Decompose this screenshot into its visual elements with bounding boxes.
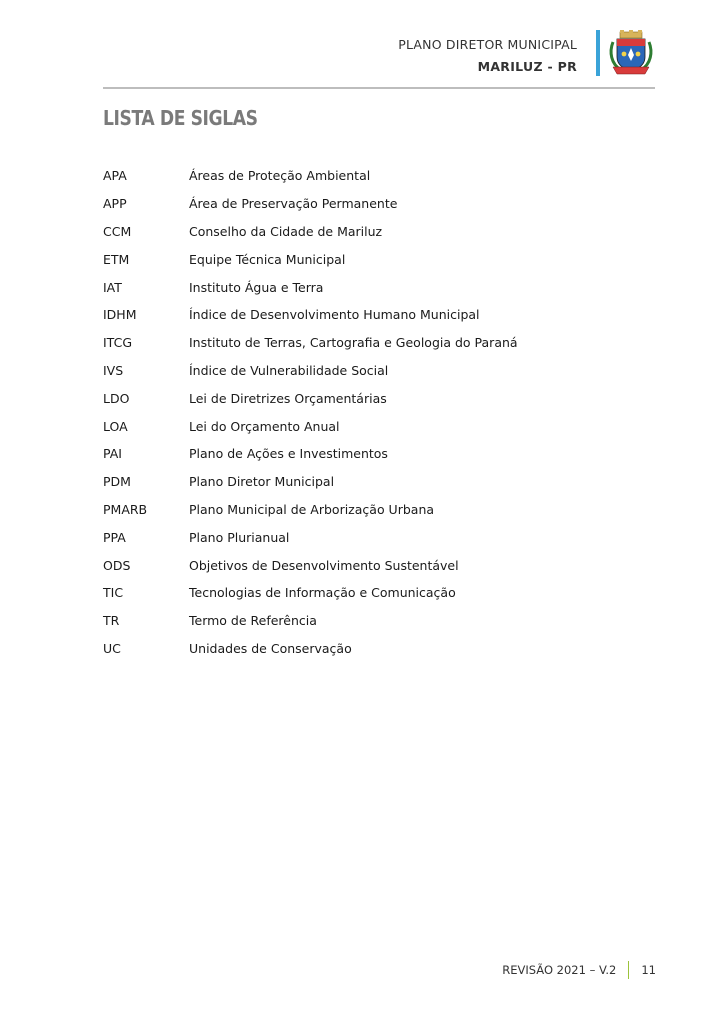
acronym-description: Equipe Técnica Municipal: [189, 251, 346, 267]
acronym: ODS: [103, 557, 131, 573]
page-title: LISTA DE SIGLAS: [103, 106, 258, 130]
page-number: 11: [641, 963, 656, 977]
acronym-description: Tecnologias de Informação e Comunicação: [189, 585, 456, 601]
list-item: [103, 273, 623, 301]
acronym: IAT: [103, 279, 122, 295]
header-divider: [103, 87, 655, 89]
footer-separator: [628, 961, 629, 979]
acronym-description: Plano de Ações e Investimentos: [189, 446, 388, 462]
header-accent-bar: [596, 30, 600, 76]
acronym-description: Índice de Vulnerabilidade Social: [189, 362, 389, 378]
acronym-description: Objetivos de Desenvolvimento Sustentável: [189, 557, 459, 573]
acronym: LOA: [103, 418, 128, 434]
list-item: [103, 579, 623, 607]
acronym: APA: [103, 168, 127, 184]
acronym-description: Unidades de Conservação: [189, 640, 352, 656]
acronym: ITCG: [103, 335, 133, 351]
list-item: [103, 384, 623, 412]
list-item: [103, 162, 623, 190]
header-subtitle: MARILUZ - PR: [477, 59, 577, 74]
list-item: [103, 523, 623, 551]
acronym-description: Áreas de Proteção Ambiental: [189, 168, 371, 184]
acronym-description: Termo de Referência: [189, 613, 317, 629]
list-item: [103, 607, 623, 635]
document-header: [398, 36, 577, 75]
acronym: TR: [103, 613, 120, 629]
list-item: [103, 468, 623, 496]
acronym-description: Instituto de Terras, Cartografia e Geologia do Paraná: [189, 335, 518, 351]
acronym-description: Instituto Água e Terra: [189, 279, 324, 295]
acronym: PDM: [103, 474, 131, 490]
list-item: [103, 440, 623, 468]
list-item: [103, 496, 623, 524]
page-footer: [502, 961, 656, 979]
acronym: LDO: [103, 390, 130, 406]
acronym-description: Plano Plurianual: [189, 529, 290, 545]
list-item: [103, 412, 623, 440]
acronym-description: Conselho da Cidade de Mariluz: [189, 223, 383, 239]
list-item: [103, 190, 623, 218]
list-item: [103, 357, 623, 385]
list-item: [103, 245, 623, 273]
acronym: UC: [103, 640, 121, 656]
list-item: [103, 329, 623, 357]
acronym: IDHM: [103, 307, 137, 323]
list-item: [103, 635, 623, 663]
acronym-description: Área de Preservação Permanente: [189, 196, 398, 212]
acronym-description: Lei do Orçamento Anual: [189, 418, 340, 434]
acronym: PPA: [103, 529, 126, 545]
acronym: PAI: [103, 446, 122, 462]
list-item: [103, 551, 623, 579]
acronym: IVS: [103, 362, 124, 378]
municipal-coat-of-arms-icon: [607, 30, 655, 76]
acronym: TIC: [103, 585, 124, 601]
acronym: ETM: [103, 251, 130, 267]
acronym-description: Lei de Diretrizes Orçamentárias: [189, 390, 387, 406]
acronym-description: Índice de Desenvolvimento Humano Municipal: [189, 307, 480, 323]
revision-label: REVISÃO 2021 – V.2: [502, 963, 617, 977]
list-item: [103, 218, 623, 246]
acronym: CCM: [103, 223, 132, 239]
header-title: PLANO DIRETOR MUNICIPAL: [398, 37, 577, 52]
acronym-description: Plano Diretor Municipal: [189, 474, 335, 490]
list-item: [103, 301, 623, 329]
acronym: APP: [103, 196, 127, 212]
acronym: PMARB: [103, 501, 148, 517]
acronym-description: Plano Municipal de Arborização Urbana: [189, 501, 435, 517]
acronym-list: [103, 162, 623, 662]
